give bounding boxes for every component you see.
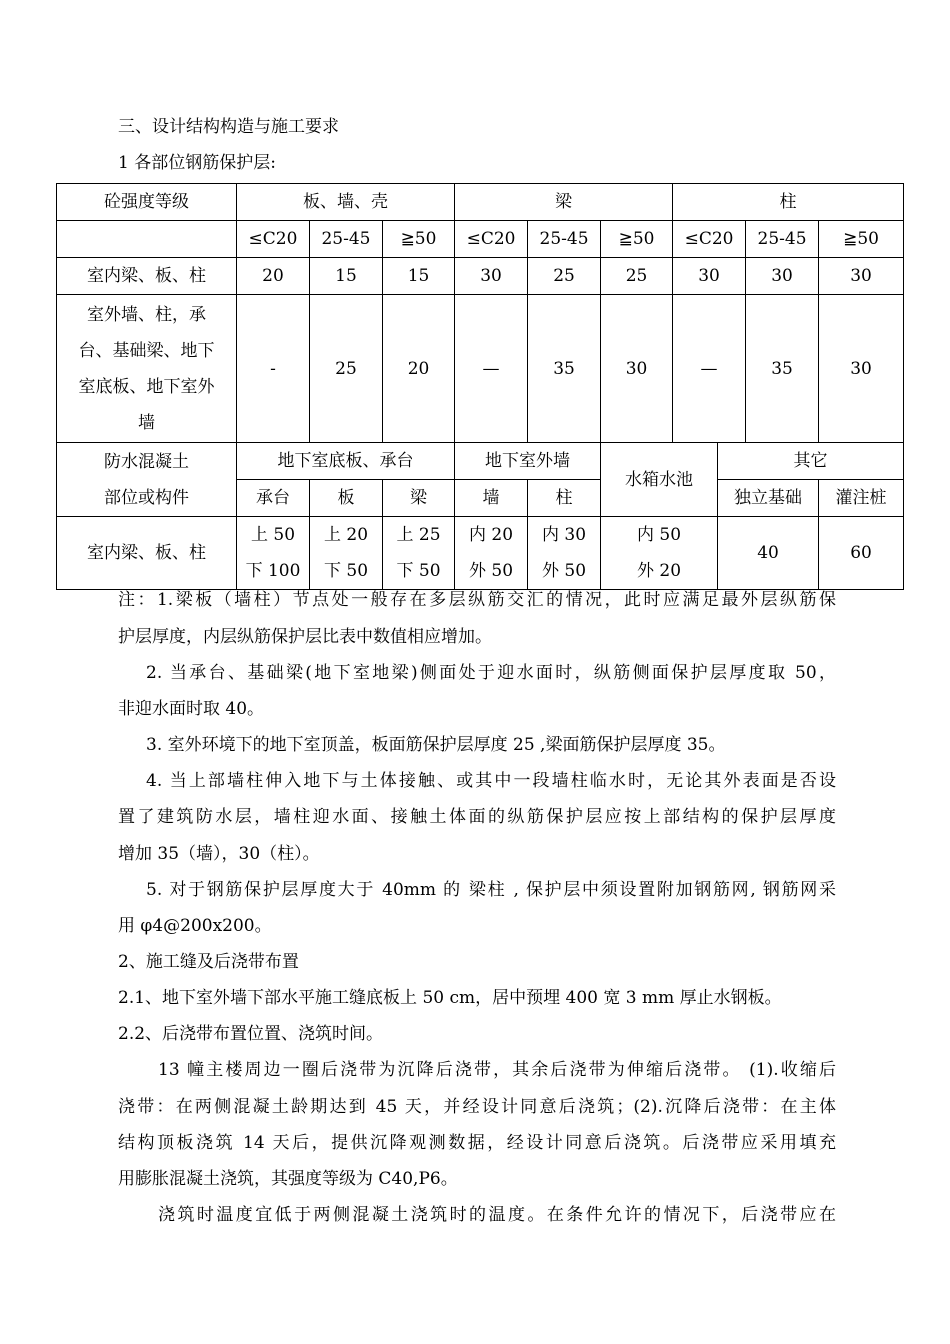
subsection-heading: 1 各部位钢筋保护层: xyxy=(118,153,276,173)
value-cell xyxy=(237,517,310,590)
row-label-multiline xyxy=(57,295,237,443)
label-line: 墙 xyxy=(138,412,155,433)
subcol-header: ≤C20 xyxy=(455,221,528,258)
note-line: 用 φ4@200x200。 xyxy=(118,916,272,936)
value-cell: 60 xyxy=(819,517,904,590)
cover-thickness-table xyxy=(56,183,904,590)
value-cell: 40 xyxy=(718,517,819,590)
body-line: 13 幢主楼周边一圈后浇带为沉降后浇带，其余后浇带为伸缩后浇带。 (1).收缩后 xyxy=(158,1060,836,1080)
grade-label-cell: 砼强度等级 xyxy=(57,184,237,221)
subcol-header: 板 xyxy=(310,480,383,517)
group-header: 其它 xyxy=(718,443,904,480)
note-line: 护层厚度，内层纵筋保护层比表中数值相应增加。 xyxy=(118,627,492,647)
table-row xyxy=(57,517,904,590)
value-cell: 25 xyxy=(310,295,383,443)
group-header-slab: 板、墙、壳 xyxy=(237,184,455,221)
value-cell: — xyxy=(455,295,528,443)
note-line: 2. 当承台、基础梁(地下室地梁)侧面处于迎水面时，纵筋侧面保护层厚度取 50， xyxy=(146,663,836,683)
row-label: 室内梁、板、柱 xyxy=(57,258,237,295)
body-line: 浇筑时温度宜低于两侧混凝土浇筑时的温度。在条件允许的情况下，后浇带应在 xyxy=(158,1205,836,1225)
subcol-header: ≧50 xyxy=(383,221,455,258)
body-line: 浇带：在两侧混凝土龄期达到 45 天，并经设计同意后浇筑；(2).沉降后浇带：在主体 xyxy=(118,1097,836,1117)
value-cell: 30 xyxy=(673,258,746,295)
subcol-header: 梁 xyxy=(383,480,455,517)
label-line: 防水混凝土 xyxy=(104,451,189,472)
value-cell: 25 xyxy=(601,258,673,295)
value-line: 下 100 xyxy=(245,561,301,581)
group-header-beam: 梁 xyxy=(455,184,673,221)
value-line: 上 25 xyxy=(396,525,441,545)
waterproof-label-cell xyxy=(57,443,237,517)
note-line: 增加 35（墙），30（柱）。 xyxy=(118,844,320,864)
value-line: 下 50 xyxy=(323,561,369,581)
subcol-header: ≧50 xyxy=(601,221,673,258)
value-line: 上 50 xyxy=(250,525,296,545)
note-line: 非迎水面时取 40。 xyxy=(118,699,265,719)
value-line: 外 50 xyxy=(469,561,514,581)
body-line: 2.1、地下室外墙下部水平施工缝底板上 50 cm，居中预埋 400 宽 3 mm 厚止水钢板。 xyxy=(118,988,782,1008)
note-line: 注：1.梁板（墙柱）节点处一般存在多层纵筋交汇的情况，此时应满足最外层纵筋保 xyxy=(118,590,836,610)
waterproof-header-row xyxy=(57,443,904,480)
label-line: 台、基础梁、地下 xyxy=(78,340,215,361)
group-header-column: 柱 xyxy=(673,184,904,221)
table-subheader-row xyxy=(57,221,904,258)
section-heading: 2、施工缝及后浇带布置 xyxy=(118,952,299,972)
subcol-header: ≧50 xyxy=(819,221,904,258)
value-cell: 25 xyxy=(528,258,601,295)
value-cell xyxy=(455,517,528,590)
subcol-header: 承台 xyxy=(237,480,310,517)
value-line: 内 20 xyxy=(469,525,514,545)
value-cell: 15 xyxy=(310,258,383,295)
value-cell: 30 xyxy=(746,258,819,295)
row-label: 室内梁、板、柱 xyxy=(57,517,237,590)
body-line: 用膨胀混凝土浇筑，其强度等级为 C40,P6。 xyxy=(118,1169,458,1189)
value-cell xyxy=(528,517,601,590)
table-header-row xyxy=(57,184,904,221)
group-header: 地下室底板、承台 xyxy=(237,443,455,480)
value-cell: 35 xyxy=(746,295,819,443)
value-line: 外 20 xyxy=(637,561,682,581)
value-cell xyxy=(601,517,718,590)
subcol-header: 柱 xyxy=(528,480,601,517)
value-line: 上 20 xyxy=(323,525,369,545)
value-line: 外 50 xyxy=(542,561,587,581)
empty-cell xyxy=(57,221,237,258)
value-line: 下 50 xyxy=(396,561,441,581)
value-cell: 30 xyxy=(819,258,904,295)
subcol-header: 25-45 xyxy=(310,221,383,258)
table-row xyxy=(57,258,904,295)
value-line: 内 30 xyxy=(542,525,587,545)
subcol-header: 墙 xyxy=(455,480,528,517)
label-line: 室底板、地下室外 xyxy=(78,376,215,397)
subcol-header: 25-45 xyxy=(528,221,601,258)
note-line: 3. 室外环境下的地下室顶盖，板面筋保护层厚度 25 ,梁面筋保护层厚度 35。 xyxy=(146,735,726,755)
body-line: 2.2、后浇带布置位置、浇筑时间。 xyxy=(118,1024,384,1044)
value-cell: 15 xyxy=(383,258,455,295)
value-cell: - xyxy=(237,295,310,443)
value-cell xyxy=(310,517,383,590)
label-line: 室外墙、柱，承 xyxy=(87,304,206,325)
body-line: 结构顶板浇筑 14 天后，提供沉降观测数据，经设计同意后浇筑。后浇带应采用填充 xyxy=(118,1133,836,1153)
value-cell: 20 xyxy=(383,295,455,443)
value-cell: 20 xyxy=(237,258,310,295)
value-cell: 30 xyxy=(601,295,673,443)
section-heading: 三、设计结构构造与施工要求 xyxy=(118,117,339,137)
subcol-header: 灌注桩 xyxy=(819,480,904,517)
value-cell: 30 xyxy=(819,295,904,443)
group-header: 水箱水池 xyxy=(601,443,718,517)
note-line: 置了建筑防水层，墙柱迎水面、接触土体面的纵筋保护层应按上部结构的保护层厚度 xyxy=(118,807,836,827)
value-cell: 35 xyxy=(528,295,601,443)
subcol-header: ≤C20 xyxy=(237,221,310,258)
value-cell xyxy=(383,517,455,590)
note-line: 5. 对于钢筋保护层厚度大于 40mm 的 梁柱 , 保护层中须设置附加钢筋网, 钢筋网采 xyxy=(146,880,836,900)
note-line: 4. 当上部墙柱伸入地下与土体接触、或其中一段墙柱临水时，无论其外表面是否设 xyxy=(146,771,836,791)
subcol-header: ≤C20 xyxy=(673,221,746,258)
table-row xyxy=(57,295,904,443)
subcol-header: 独立基础 xyxy=(718,480,819,517)
label-line: 部位或构件 xyxy=(104,487,189,508)
value-cell: — xyxy=(673,295,746,443)
subcol-header: 25-45 xyxy=(746,221,819,258)
group-header: 地下室外墙 xyxy=(455,443,601,480)
value-line: 内 50 xyxy=(637,525,682,545)
value-cell: 30 xyxy=(455,258,528,295)
